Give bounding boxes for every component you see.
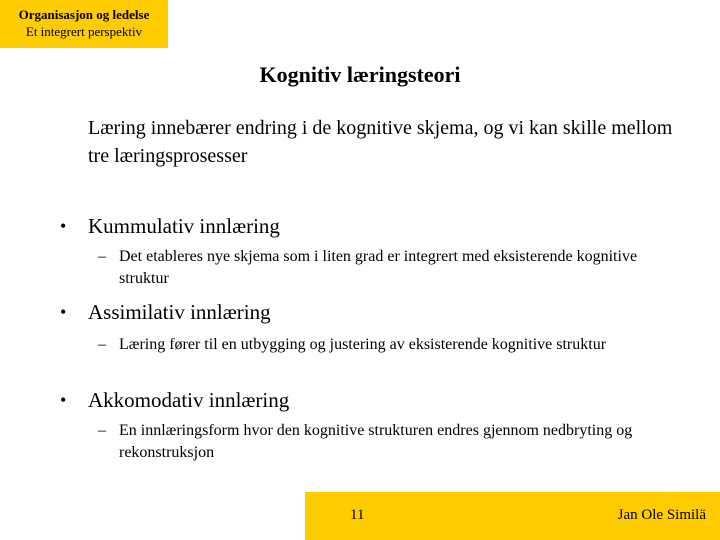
bullet-icon: • xyxy=(60,390,67,410)
page-number: 11 xyxy=(350,507,365,523)
bullet-label: Assimilativ innlæring xyxy=(88,300,271,324)
sub-bullet-text: En innlæringsform hvor den kognitive strukturen endres gjennom nedbryting og rekonstruksjon xyxy=(119,422,633,461)
header-box xyxy=(0,0,168,48)
dash-icon: – xyxy=(98,422,106,439)
sub-bullet-item xyxy=(98,420,678,464)
dash-icon: – xyxy=(98,336,106,353)
sub-bullet-text: Læring fører til en utbygging og justering av eksisterende kognitive struktur xyxy=(119,336,607,353)
author-name: Jan Ole Similä xyxy=(617,507,706,523)
bullet-icon: • xyxy=(60,216,67,236)
bullet-label: Kummulativ innlæring xyxy=(88,214,280,238)
header-title: Organisasjon og ledelse xyxy=(18,7,150,22)
sub-bullet-item xyxy=(98,334,678,356)
bullet-icon: • xyxy=(60,302,67,322)
dash-icon: – xyxy=(98,248,106,265)
sub-bullet-text: Det etableres nye skjema som i liten grad er integrert med eksisterende kognitive struktur xyxy=(119,248,638,287)
header-subtitle: Et integrert perspektiv xyxy=(25,24,143,39)
footer-box xyxy=(305,492,720,540)
sub-bullet-item xyxy=(98,246,678,290)
bullet-label: Akkomodativ innlæring xyxy=(88,388,290,412)
intro-text: Læring innebærer endring i de kognitive skjema, og vi kan skille mellom tre læringsprosesser xyxy=(88,117,673,167)
slide-title: Kognitiv læringsteori xyxy=(259,62,461,87)
